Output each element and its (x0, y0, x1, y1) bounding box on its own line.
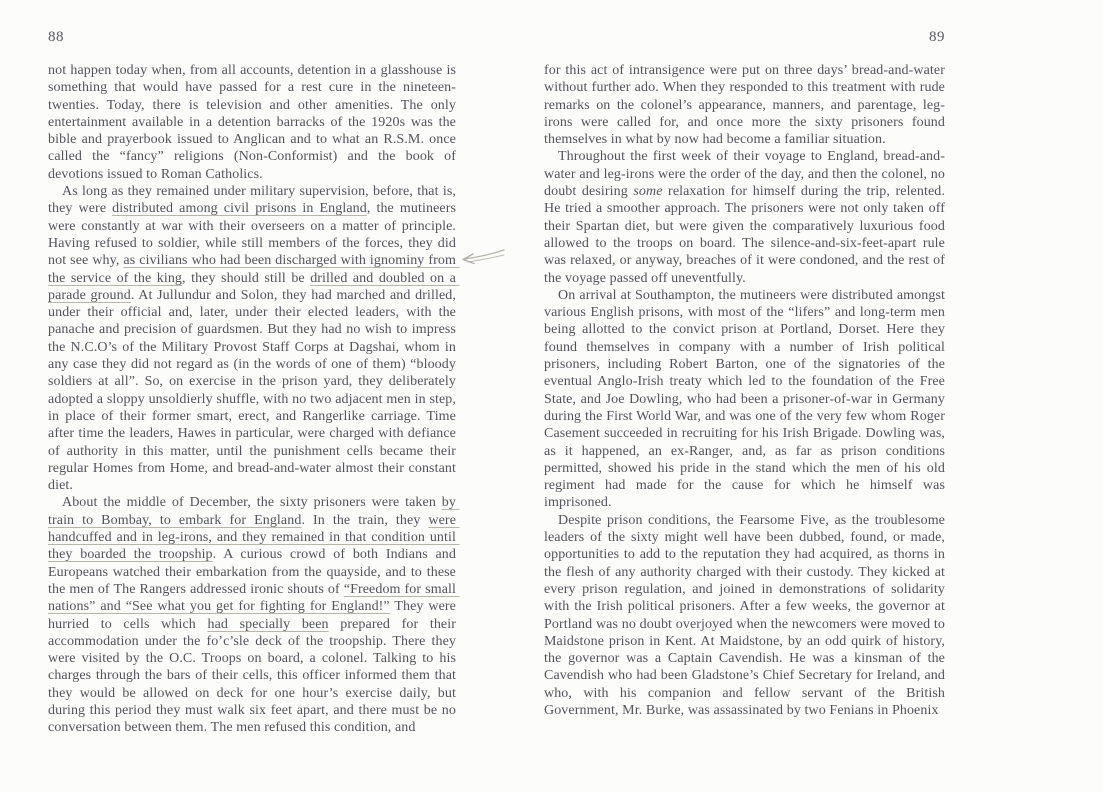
paragraph (48, 183, 460, 494)
pencil-underlined-text: drilled and doubled on a parade ground (48, 270, 460, 303)
body-text: . A curious crowd of both Indians and Europeans watched their embarkation from the quayside, and to these the men of The Rangers addressed ironic shouts of (48, 547, 460, 597)
page-number-left: 88 (48, 29, 64, 45)
body-text: for this act of intransigence were put on three days’ bread-and-water without further ado. When they responded to this treatment with rude remarks on the colonel’s appearance, manners, and parentage, leg-irons were called for, and once more the sixty prisoners found themselves in what by now had become a familiar situation. (544, 63, 949, 148)
page-number-right: 89 (929, 29, 945, 45)
body-text: , they should still be (182, 270, 311, 286)
body-text: Throughout the first week of their voyage to England, bread-and-water and leg-irons were the order of the day, and then the colonel, no doubt desiring (544, 149, 949, 200)
page-88-text (48, 62, 460, 737)
body-text: About the middle of December, the sixty prisoners were taken (62, 495, 442, 511)
page-89 (544, 0, 949, 719)
pencil-underlined-text: by train to Bombay, to embark for England (48, 495, 460, 528)
pencil-underlined-text: were handcuffed and in leg-irons, and they remained in that condition until they boarded the troopship (48, 512, 460, 563)
pencil-underlined-text: distributed among civil prisons in England (112, 201, 367, 217)
body-text: relaxation for himself during the trip, relented. He tried a smoother approach. The prisoners were not only taken off their Spartan diet, but were given the comparatively luxurious food allowed to the troops on board. The silence-and-six-feet-apart rule was relaxed, or anyway, breaches of it were condoned, and the rest of the voyage passed off uneventfully. (544, 184, 949, 286)
pencil-underlined-text: “Freedom for small nations” and “See what you get for fighting for England!” (48, 581, 460, 615)
page-88 (48, 0, 460, 737)
paragraph (544, 287, 949, 512)
paragraph (48, 62, 460, 183)
body-text: not happen today when, from all accounts, detention in a glasshouse is something that would have passed for a rest cure in the nineteen-twenties. Today, there is television and other amenities. The only entertainment available in a detention barracks of the 1920s was the bible and prayerbook issued to Anglican and to what an R.S.M. once called the “fancy” religions (Non-Conformist) and the book of devotions issued to Roman Catholics. (48, 63, 460, 182)
page-89-text (544, 62, 949, 719)
pencil-underlined-text: as civilians who had been discharged with ignominy from the service of the king (48, 253, 460, 286)
body-text: prepared for their accommodation under the fo’c’sle deck of the troopship. There they were visited by the O.C. Troops on board, a colonel. Talking to his charges through the bars of their cells, this officer informed them that they would be allowed on deck for one hour’s exercise daily, but during this period they must walk six feet apart, and there must be no conversation between them. The men refused this condition, and (48, 616, 460, 736)
paragraph (544, 512, 949, 720)
paragraph (544, 148, 949, 286)
body-text: . In the train, they (301, 512, 429, 528)
body-text: As long as they remained under military supervision, before, that is, they were (48, 184, 460, 217)
body-text: . At Jullundur and Solon, they had marched and drilled, under their official and, later, under their elected leaders, with the panache and precision of guardsmen. But they had no wish to impress the N.C.O’s of the Military Provost Staff Corps at Dagshai, whom in any case they did not regard as (in the words of one of them) “bloody soldiers at all”. So, on exercise in the prison yard, they deliberately adopted a sloppy unsoldierly shuffle, with no two adjacent men in step, in place of their former smart, erect, and Rangerlike carriage. Time after time the leaders, Hawes in particular, were charged with defiance of authority in this matter, until the punishment cells became their regular Homes from Home, and bread-and-water almost their constant diet. (48, 287, 460, 494)
body-text: On arrival at Southampton, the mutineers were distributed amongst various English prisons, with most of the “lifers” and long-term men being allotted to the convict prison at Portland, Dorset. Here they found themselves in company with a number of Irish political prisoners, including Robert Barton, one of the signatories of the eventual Anglo-Irish treaty which led to the foundation of the Free State, and Joe Dowling, who had been a prisoner-of-war in Germany during the First World War, and was one of the very few whom Roger Casement succeeded in recruiting for his Irish Brigade. Dowling was, as it happened, an ex-Ranger, and, as far as prison conditions permitted, showed his pride in the stand which the men of his old regiment had made for the cause for which he himself was imprisoned. (544, 287, 949, 511)
body-text: They were hurried to cells which (48, 599, 460, 632)
body-text: , the mutineers were constantly at war with their overseers on a matter of principle. Having refused to soldier, while still members of the forces, they did not see why, (48, 201, 460, 269)
pencil-margin-arrow-icon (458, 247, 506, 269)
italic-text: some (633, 184, 663, 200)
body-text: Despite prison conditions, the Fearsome Five, as the troublesome leaders of the sixty might well have been dubbed, found, or made, opportunities to add to the reputation they had acquired, as thorns in the flesh of any authority charged with their custody. They kicked at every prison regulation, and joined in demonstrations of solidarity with the Irish political prisoners. After a few weeks, the governor at Portland was no doubt overjoyed when the newcomers were moved to Maidstone prison in Kent. At Maidstone, by an odd quirk of history, the governor was a Captain Cavendish. He was a kinsman of the Cavendish who had been Gladstone’s Chief Secretary for Ireland, and who, with his companion and fellow servant of the British Government, Mr. Burke, was assassinated by two Fenians in Phoenix (544, 512, 949, 718)
paragraph (48, 494, 460, 736)
paragraph (544, 62, 949, 148)
pencil-underlined-text: had specially been (207, 616, 329, 632)
